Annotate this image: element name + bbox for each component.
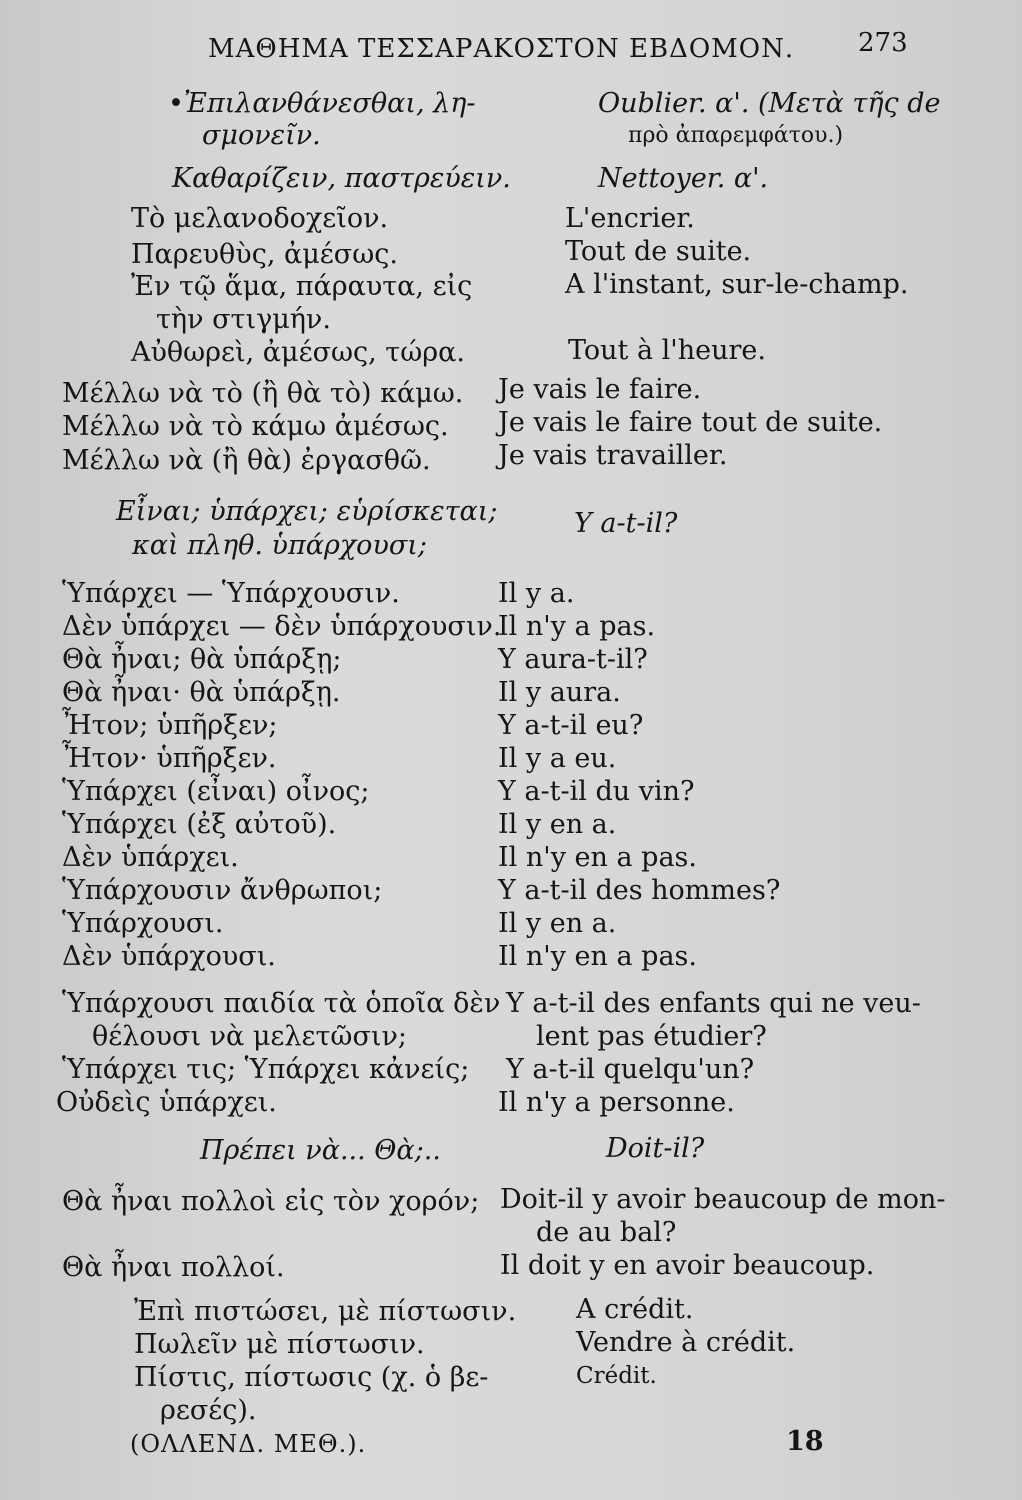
greek-line: Ἐν τῷ ἅμα, πάραυτα, εἰς [131,271,473,302]
greek-line: Ὑπάρχουσι παιδία τὰ ὁποῖα δὲν [62,988,501,1019]
french-line: Il n'y a pas. [498,611,656,642]
greek-line: Αὐθωρεὶ, ἀμέσως, τώρα. [131,337,465,368]
french-line: Y a-t-il? [574,508,678,539]
french-line: Je vais le faire. [498,374,702,405]
french-line: Vendre à crédit. [576,1327,796,1358]
french-line: Y aura-t-il? [498,644,648,675]
french-line: πρὸ ἀπαρεμφάτου.) [628,123,844,148]
french-line: Je vais travailler. [498,440,728,471]
french-line: Il n'y en a pas. [498,842,697,873]
greek-line: θέλουσι νὰ μελετῶσιν; [92,1021,407,1052]
greek-line: Θὰ ἦναι· θὰ ὑπάρξῃ. [62,677,341,708]
greek-line: Πωλεῖν μὲ πίστωσιν. [134,1329,425,1360]
greek-line: Ὑπάρχει (ἐξ αὐτοῦ). [62,809,337,840]
french-line: Y a-t-il des enfants qui ne veu- [506,988,921,1019]
greek-line: Πίστις, πίστωσις (χ. ὁ βε- [134,1362,489,1393]
french-line: Y a-t-il du vin? [498,776,695,807]
greek-line: Πρέπει νὰ... Θὰ;.. [200,1135,441,1166]
french-line: Tout de suite. [565,236,752,267]
french-line: Doit-il y avoir beaucoup de mon- [500,1184,946,1215]
greek-line: Δὲν ὑπάρχουσι. [62,941,276,972]
french-line: Il y en a. [498,809,617,840]
greek-line: Ὑπάρχει τις; Ὑπάρχει κἀνείς; [62,1054,470,1085]
greek-line: Παρευθὺς, ἀμέσως. [131,239,398,270]
greek-line: Ὑπάρχουσι. [62,908,224,939]
french-line: Oublier. α'. (Μετὰ τῆς de [598,88,941,119]
french-line: de au bal? [536,1217,677,1248]
greek-line: Θὰ ἦναι πολλοί. [62,1252,285,1283]
greek-line: Θὰ ἦναι; θὰ ὑπάρξῃ; [62,644,342,675]
french-line: Crédit. [576,1363,657,1389]
publisher-note: (ΟΛΛΕΝΔ. ΜΕΘ.). [130,1430,367,1458]
lesson-title: ΜΑΘΗΜΑ ΤΕΣΣΑΡΑΚΟΣΤΟΝ ΕΒΔΟΜΟΝ. [208,34,795,64]
french-line: A l'instant, sur-le-champ. [565,269,909,300]
page-number: 273 [858,28,908,58]
french-line: L'encrier. [565,203,695,234]
french-line: Y a-t-il quelqu'un? [506,1054,755,1085]
french-line: Y a-t-il des hommes? [498,875,781,906]
french-line: Tout à l'heure. [568,335,766,366]
french-line: Il y aura. [498,677,621,708]
french-line: Il n'y en a pas. [498,941,697,972]
greek-line: Μέλλω νὰ (ἢ θὰ) ἐργασθῶ. [62,445,431,476]
french-line: A crédit. [576,1294,694,1325]
greek-line: Θὰ ἦναι πολλοὶ εἰς τὸν χορόν; [62,1186,480,1217]
greek-line: Εἶναι; ὑπάρχει; εὑρίσκεται; [116,496,498,527]
signature-mark: 18 [786,1426,824,1457]
french-line: Nettoyer. α'. [598,163,769,194]
greek-line: Ὑπάρχουσιν ἄνθρωποι; [62,875,383,906]
french-line: lent pas étudier? [536,1021,767,1052]
greek-line: Δὲν ὑπάρχει. [62,842,239,873]
greek-line: Ἦτον· ὑπῆρξεν. [62,743,277,774]
greek-line: Δὲν ὑπάρχει — δὲν ὑπάρχουσιν. [62,611,502,642]
greek-line: Ὑπάρχει — Ὑπάρχουσιν. [62,578,400,609]
greek-line: σμονεῖν. [202,120,321,151]
french-line: Il y a eu. [498,743,617,774]
greek-line: τὴν στιγμήν. [156,304,331,335]
greek-line: Ὑπάρχει (εἶναι) οἶνος; [62,776,370,807]
greek-line: Τὸ μελανοδοχεῖον. [131,203,389,234]
greek-line: Οὐδεὶς ὑπάρχει. [56,1087,277,1118]
french-line: Je vais le faire tout de suite. [498,407,883,438]
greek-line: Ἦτον; ὑπῆρξεν; [62,710,278,741]
french-line: Y a-t-il eu? [498,710,644,741]
greek-line: ρεσές). [160,1395,257,1426]
greek-line: Μέλλω νὰ τὸ κάμω ἀμέσως. [62,411,449,442]
greek-line: Ἐπὶ πιστώσει, μὲ πίστωσιν. [134,1296,517,1327]
french-line: Il y en a. [498,908,617,939]
greek-line: Μέλλω νὰ τὸ (ἢ θὰ τὸ) κάμω. [62,378,464,409]
french-line: Il n'y a personne. [498,1087,735,1118]
page-header [0,28,1022,68]
greek-line: καὶ πληθ. ὑπάρχουσι; [132,530,427,561]
greek-line: •Ἐπιλανθάνεσθαι, λη- [168,88,476,119]
french-line: Il doit y en avoir beaucoup. [500,1250,875,1281]
french-line: Doit-il? [606,1133,705,1164]
french-line: Il y a. [498,578,575,609]
greek-line: Καθαρίζειν, παστρεύειν. [172,163,511,194]
